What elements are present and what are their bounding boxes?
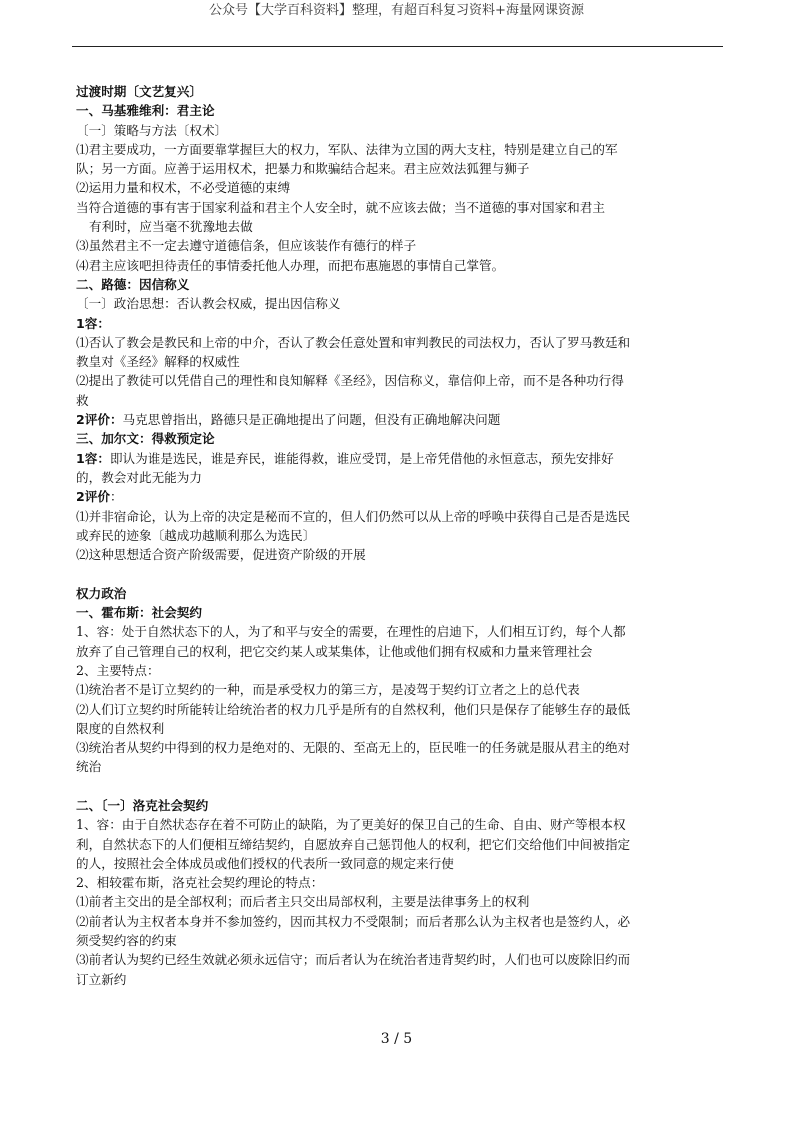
- line-label: 2评价: [76, 489, 110, 505]
- text-line: 或弃民的迹象〔越成功越顺利那么为选民〕: [76, 527, 316, 543]
- text-line: 订立新约: [76, 971, 127, 987]
- text-line: 有利时，应当毫不犹豫地去做: [89, 219, 253, 235]
- line-text: 马克思曾指出，路德只是正确地提出了问题，但没有正确地解决问题: [122, 412, 501, 428]
- blank-line: [76, 564, 724, 583]
- section-heading: 三、加尔文：得救预定论: [76, 431, 215, 447]
- text-line: ⑵这种思想适合资产阶级需要，促进资产阶级的开展: [76, 547, 366, 563]
- text-line: 教皇对《圣经》解释的权威性: [76, 354, 240, 370]
- text-line: 须受契约容的约束: [76, 933, 177, 949]
- section-heading: 一、霍布斯：社会契约: [76, 605, 202, 621]
- document-body: [76, 82, 724, 989]
- text-line: 2、主要特点：: [76, 662, 160, 678]
- text-line: 当符合道德的事有害于国家利益和君主个人安全时，就不应该去做；当不道德的事对国家和君主: [76, 199, 605, 215]
- text-line: ⑴君主要成功，一方面要靠掌握巨大的权力，军队、法律为立国的两大支柱，特别是建立自己的军: [76, 141, 618, 157]
- text-line: ⑶虽然君主不一定去遵守道德信条，但应该装作有德行的样子: [76, 238, 417, 254]
- text-line: ⑷君主应该吧担待责任的事情委托他人办理，而把布惠施恩的事情自己掌管。: [76, 257, 505, 273]
- text-line: ⑶前者认为契约已经生效就必须永远信守；而后者认为在统治者违背契约时，人们也可以废除旧约而: [76, 952, 631, 968]
- text-line: [76, 449, 724, 468]
- text-line: ⑵人们订立契约时所能转让给统治者的权力几乎是所有的自然权利，他们只是保存了能够生存的最低: [76, 701, 631, 717]
- text-line: 1、容：由于自然状态存在着不可防止的缺陷，为了更美好的保卫自己的生命、自由、财产等根本权: [76, 817, 626, 833]
- text-line: 限度的自然权利: [76, 720, 165, 736]
- section-heading: 二、路德：因信称义: [76, 276, 190, 292]
- line-text: 即认为谁是选民，谁是弃民，谁能得救，谁应受罚，是上帝凭借他的永恒意志，预先安排好: [109, 450, 614, 466]
- line-label: 1容：: [76, 450, 110, 466]
- text-line: ⑶统治者从契约中得到的权力是绝对的、无限的、至高无上的，臣民唯一的任务就是服从君主的绝对: [76, 740, 631, 756]
- text-line: 的人，按照社会全体成员或他们授权的代表所一致同意的规定来行使: [76, 855, 454, 871]
- section-heading: 1容：: [76, 315, 110, 331]
- text-line: 统治: [76, 759, 102, 775]
- text-line: 利，自然状态下的人们便相互缔结契约，自愿放弃自己惩罚他人的权利，把它们交给他们中间被指定: [76, 836, 631, 852]
- text-line: 1、容：处于自然状态下的人，为了和平与安全的需要，在理性的启迪下，人们相互订约，每个人都: [76, 624, 626, 640]
- section-heading: 过渡时期〔文艺复兴〕: [76, 84, 202, 99]
- section-heading: 权力政治: [76, 585, 127, 601]
- text-line: 放弃了自己管理自己的权利，把它交约某人或某集体，让他或他们拥有权威和力量来管理社会: [76, 643, 593, 659]
- text-line: 队；另一方面。应善于运用权术，把暴力和欺骗结合起来。君主应效法狐狸与狮子: [76, 161, 530, 177]
- header-divider: [72, 46, 723, 47]
- text-line: 2、相较霍布斯，洛克社会契约理论的特点：: [76, 875, 324, 891]
- line-text: ：: [109, 489, 123, 505]
- text-line: [76, 487, 724, 506]
- text-line: ⑴前者主交出的是全部权利；而后者主只交出局部权利，主要是法律事务上的权利: [76, 894, 530, 910]
- text-line: ⑴统治者不是订立契约的一种，而是承受权力的第三方，是凌驾于契约订立者之上的总代表: [76, 682, 580, 698]
- section-heading: 二、〔一〕洛克社会契约: [76, 797, 209, 813]
- section-heading: 一、马基雅维利：君主论: [76, 103, 215, 119]
- text-line: [76, 410, 724, 429]
- text-line: ⑵前者认为主权者本身并不参加签约，因而其权力不受限制；而后者那么认为主权者也是签约人，必: [76, 913, 631, 929]
- page-header: 公众号【大学百科资料】整理，有超百科复习资料+海量网课资源: [209, 3, 584, 18]
- blank-line: [76, 777, 724, 796]
- text-line: ⑵运用力量和权术，不必受道德的束缚: [76, 180, 291, 196]
- text-line: ⑴并非宿命论，认为上帝的决定是秘而不宣的，但人们仍然可以从上帝的呼唤中获得自己是否是选民: [76, 508, 631, 524]
- line-label: 2评价：: [76, 412, 123, 428]
- text-line: 〔一〕政治思想：否认教会权威，提出因信称义: [76, 296, 341, 312]
- text-line: ⑵提出了教徒可以凭借自己的理性和良知解释《圣经》，因信称义，靠信仰上帝，而不是各种功行得: [76, 373, 624, 389]
- page-number: 3 / 5: [380, 1031, 413, 1047]
- text-line: 救: [76, 392, 89, 408]
- text-line: 的，教会对此无能为力: [76, 469, 202, 485]
- text-line: ⑴否认了教会是教民和上帝的中介，否认了教会任意处置和审判教民的司法权力，否认了罗马教廷和: [76, 334, 631, 350]
- text-line: 〔一〕策略与方法〔权术〕: [76, 122, 228, 138]
